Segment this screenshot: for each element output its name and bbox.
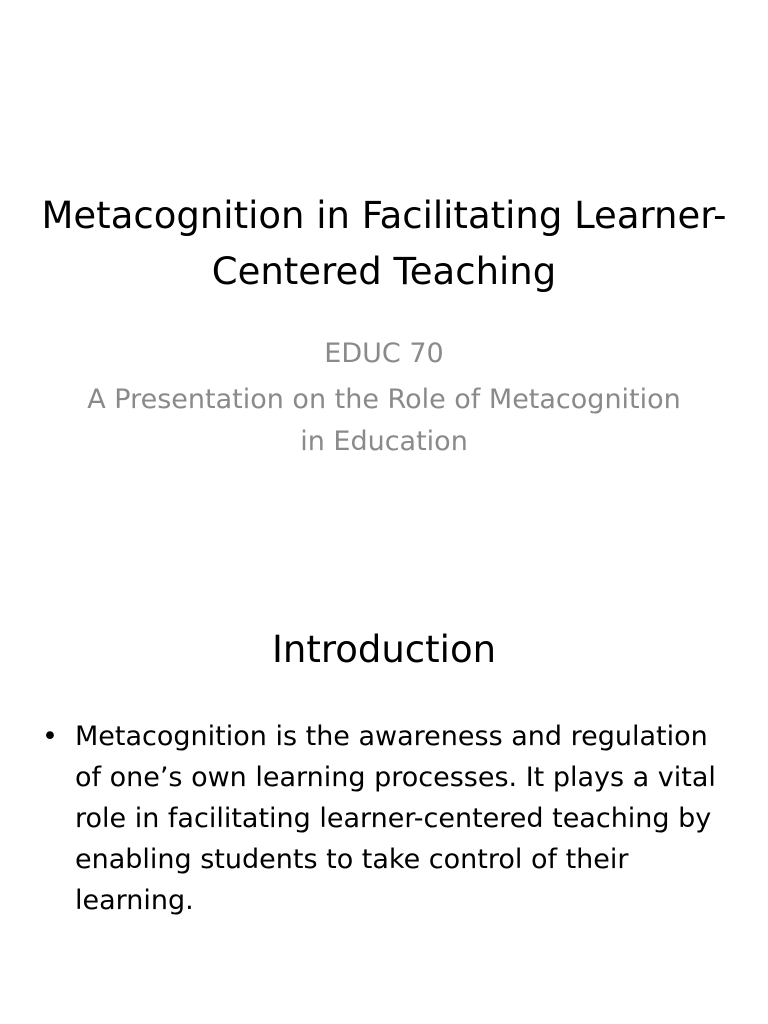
slide-title: Introduction (271, 628, 497, 671)
course-code: EDUC 70 (324, 338, 444, 369)
presentation-subtitle (80, 333, 688, 463)
bullet-icon: • (42, 721, 58, 752)
presentation-description: A Presentation on the Role of Metacognition in Education (87, 384, 681, 457)
bullet-text: Metacognition is the awareness and regulation of one’s own learning processes. It plays a vital role in facilitating learner-centered teaching by enabling students to take control of their learning. (75, 721, 716, 916)
bullet-item (40, 716, 720, 921)
presentation-title: Metacognition in Facilitating Learner-Centered Teaching (41, 194, 727, 293)
bullet-list (40, 716, 720, 921)
introduction-slide (0, 576, 768, 1024)
